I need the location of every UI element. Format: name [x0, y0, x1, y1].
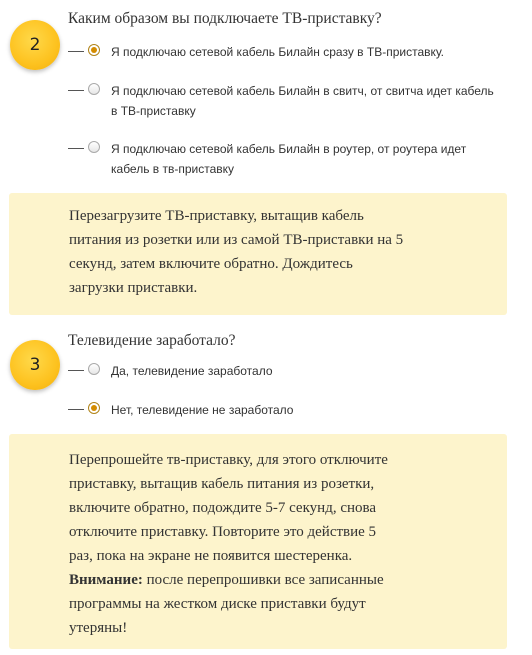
option-label: Я подключаю сетевой кабель Билайн в свитч, от свитча идет кабель: [111, 84, 494, 98]
step-number-badge: [10, 340, 60, 390]
question-title: Телевидение заработало?: [68, 332, 236, 349]
instruction-line: отключите приставку. Повторите это действие 5: [69, 524, 377, 540]
radio-button[interactable]: [88, 44, 100, 56]
instruction-box: [9, 193, 507, 315]
radio-button[interactable]: [88, 402, 100, 414]
instruction-line: Перепрошейте тв-приставку, для этого отключите: [69, 452, 388, 468]
option-dash: [68, 148, 84, 149]
step-number: 3: [29, 355, 41, 375]
instruction-line: включите обратно, подождите 5-7 секунд, снова: [69, 500, 377, 516]
warning-line: [69, 568, 388, 592]
instruction-line: секунд, затем включите обратно. Дождитесь: [69, 256, 353, 272]
instruction-line: приставку, вытащив кабель питания из розетки,: [69, 476, 375, 492]
option-dash: [68, 90, 84, 91]
option-label-cont: кабель в тв-приставку: [111, 162, 235, 176]
option-label: Я подключаю сетевой кабель Билайн в роутер, от роутера идет: [111, 142, 467, 156]
option-dash: [68, 51, 84, 52]
radio-button[interactable]: [88, 363, 100, 375]
option-label: Я подключаю сетевой кабель Билайн сразу в ТВ-приставку.: [111, 45, 445, 59]
step-number-badge: [10, 20, 60, 70]
instruction-line: питания из розетки или из самой ТВ-приставки на 5: [69, 232, 404, 248]
option-label: Да, телевидение заработало: [111, 364, 273, 378]
warning-line: программы на жестком диске приставки будут: [69, 596, 366, 612]
instruction-line: Перезагрузите ТВ-приставку, вытащив кабель: [69, 208, 364, 224]
step-number: 2: [29, 35, 41, 55]
option-label-cont: в ТВ-приставку: [111, 104, 196, 118]
instruction-box: [9, 434, 507, 649]
radio-button[interactable]: [88, 141, 100, 153]
question-title: Каким образом вы подключаете ТВ-приставку?: [68, 10, 382, 27]
warning-text: после перепрошивки все записанные: [142, 572, 384, 588]
instruction-line: загрузки приставки.: [69, 280, 198, 296]
instruction-line: раз, пока на экране не появится шестеренка.: [69, 548, 353, 564]
radio-button[interactable]: [88, 83, 100, 95]
option-label: Нет, телевидение не заработало: [111, 403, 294, 417]
option-dash: [68, 370, 84, 371]
option-dash: [68, 409, 84, 410]
warning-label: Внимание:: [69, 572, 143, 588]
warning-line: утеряны!: [69, 620, 128, 636]
